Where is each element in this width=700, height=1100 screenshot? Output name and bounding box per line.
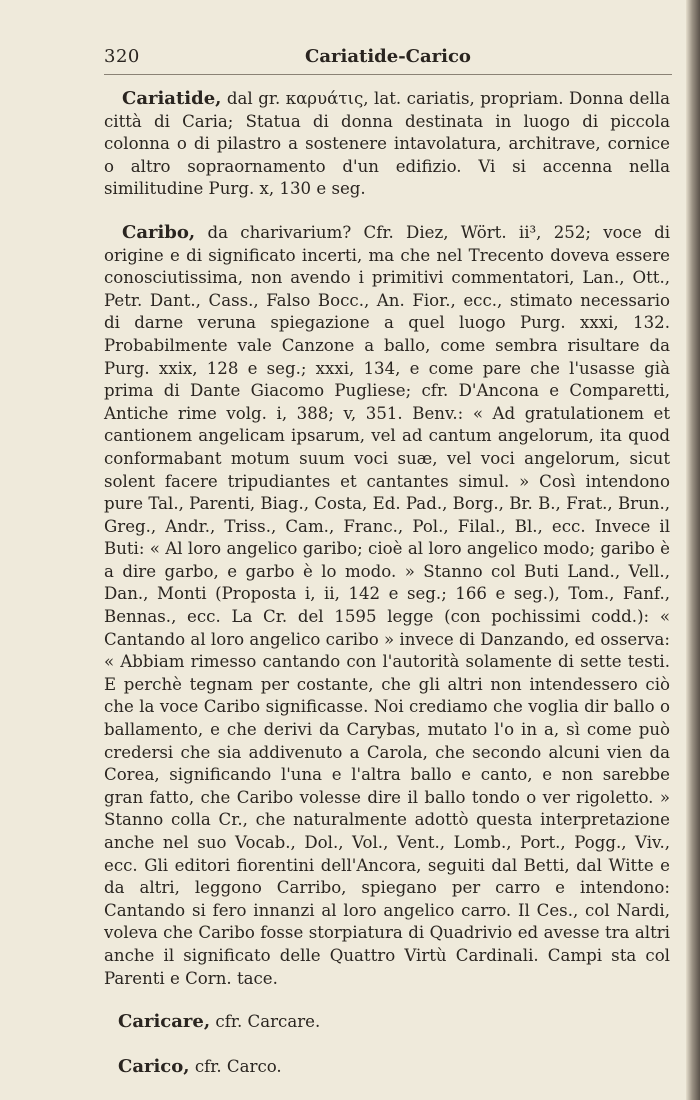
- entry-text: dal gr. καρυάτις, lat. cariatis, propriam. Donna della città di Caria; Statua di donna destinata in luogo di piccola colonna o di pilastro a sostenere intavolatura, architrave, cornice o altro sopraornamento d'un edifizio. Vi si accenna nella similitudine Purg. x, 130 e seg.: [104, 89, 670, 199]
- entry-carico: [104, 1056, 670, 1079]
- page-number: 320: [104, 46, 140, 67]
- headword: Caricare,: [118, 1011, 211, 1033]
- page-header: [104, 44, 672, 72]
- page-edge-shadow: [686, 0, 700, 1100]
- entry-caricare: [104, 1011, 670, 1034]
- headword: Caribo,: [122, 221, 196, 243]
- running-head: Cariatide-Carico: [305, 46, 471, 67]
- entry-text: da charivarium? Cfr. Diez, Wört. ii³, 252; voce di origine e di significato incerti, ma che nel Trecento doveva essere conosciutissima, non avendo i primitivi commentatori, Lan., Ott., Petr. Dant., Cass., Falso Bocc., An. Fior., ecc., stimato necessario di darne veruna spiegazione a quel luogo Purg. xxxi, 132. Probabilmente vale Canzone a ballo, come sembra risultare da Purg. xxix, 128 e seg.; xxxi, 134, e come pare che l'usasse già prima di Dante Giacomo Pugliese; cfr. D'Ancona e Comparetti, Antiche rime volg. i, 388; v, 351. Benv.: « Ad gratulationem et cantionem angelicam ipsarum, vel ad cantum angelorum, ita quod conformabant motum suum voci suæ, vel voci angelorum, sicut solent facere tripudiantes et cantantes simul. » Così intendono pure Tal., Parenti, Biag., Costa, Ed. Pad., Borg., Br. B., Frat., Brun., Greg., Andr., Triss., Cam., Franc., Pol., Filal., Bl., ecc. Invece il Buti: « Al loro angelico garibo; cioè al loro angelico modo; garibo è a dire garbo, e garbo è lo modo. » Stanno col Buti Land., Vell., Dan., Monti (Proposta i, ii, 142 e seg.; 166 e seg.), Tom., Fanf., Bennas., ecc. La Cr. del 1595 legge (con pochissimi codd.): « Cantando al loro angelico caribo » invece di Danzando, ed osserva: « Abbiam rimesso cantando con l'autorità solamente di sette testi. E perchè tegnam per costante, che gli altri non intendessero ciò che la voce Caribo significasse. Noi crediamo che voglia dir ballo o ballamento, e che derivi da Carybas, mutato l'o in a, sì come può credersi che sia addivenuto a Carola, che secondo alcuni vien da Corea, significando l'una e l'altra ballo e canto, e non sarebbe gran fatto, che Caribo volesse dire il ballo tondo o ver rigoletto. » Stanno colla Cr., che naturalmente adottò questa interpretazione anche nel suo Vocab., Dol., Vol., Vent., Lomb., Port., Pogg., Viv., ecc. Gli editori fiorentini dell'Ancora, seguiti dal Betti, dal Witte e da altri, leggono Carribo, spiegano per carro e intendono: Cantando si fero innanzi al loro angelico carro. Il Ces., col Nardi, voleva che Caribo fosse storpiatura di Quadrivio ed avesse tra altri anche il significato delle Quattro Virtù Cardinali. Campi sta col Parenti e Corn. tace.: [104, 222, 671, 988]
- entry-text: cfr. Carcare.: [215, 1012, 321, 1032]
- dictionary-body: [104, 88, 670, 1100]
- headword: Cariatide,: [122, 88, 222, 109]
- entry-cariatide: [104, 88, 670, 201]
- entry-text: cfr. Carco.: [194, 1056, 282, 1076]
- header-rule: [104, 74, 672, 75]
- entry-caribo: [104, 222, 670, 990]
- headword: Carico,: [118, 1055, 190, 1077]
